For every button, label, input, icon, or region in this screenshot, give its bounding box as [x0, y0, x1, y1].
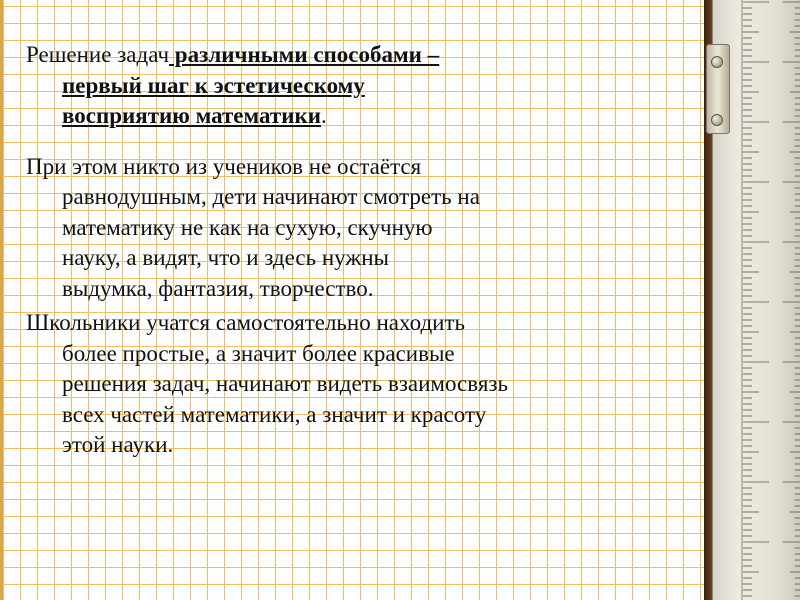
paragraph-line: Школьники учатся самостоятельно находить [26, 310, 466, 335]
slide-content [26, 40, 686, 465]
heading-bold-text-1: различными способами – [169, 42, 440, 67]
paragraph-line: При этом никто из учеников не остаётся [26, 153, 422, 179]
paragraph-line: решения задач, начинают видеть взаимосвязь [62, 371, 508, 396]
paragraph-line: равнодушным, дети начинают смотреть на [62, 184, 480, 209]
paragraph-1 [26, 152, 686, 305]
paragraph-line: выдумка, фантазия, творчество. [62, 275, 374, 301]
heading-period: . [320, 103, 327, 128]
heading-line-2 [26, 71, 686, 102]
heading-line-3 [26, 101, 686, 132]
screw-icon [711, 56, 723, 68]
paragraph-line: этой науки. [62, 432, 174, 457]
screw-icon [711, 114, 723, 126]
paragraph-line: математику не как на сухую, скучную [62, 214, 433, 240]
slide-heading [26, 40, 686, 132]
paragraph-line: всех частей математики, а значит и красоту [62, 401, 487, 427]
paragraph-line: более простые, а значит более красивые [62, 340, 455, 366]
heading-bold-text-2: первый шаг к эстетическому [62, 72, 365, 98]
paragraph-line: науку, а видят, что и здесь нужны [62, 245, 390, 270]
margin-line [0, 0, 3, 600]
paragraph-2 [26, 308, 686, 461]
heading-bold-text-3: восприятию математики [62, 103, 321, 128]
heading-line-1 [26, 40, 686, 71]
heading-plain-text: Решение задач [26, 42, 170, 67]
